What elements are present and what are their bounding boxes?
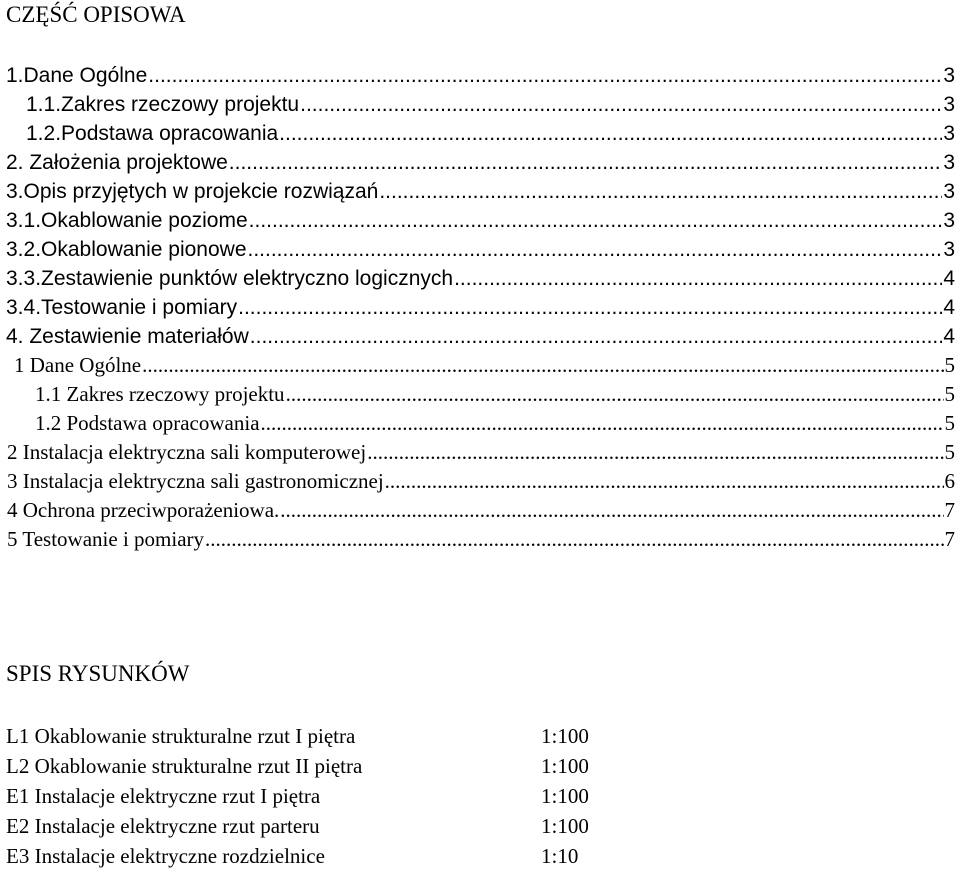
toc-entry-line xyxy=(6,264,955,293)
toc-entry-page: 5 xyxy=(944,440,955,464)
toc-entry[interactable] xyxy=(0,525,960,554)
figure-title: E2 Instalacje elektryczne rzut parteru xyxy=(6,814,320,838)
toc-entry-line xyxy=(35,380,955,409)
toc-entry-page: 4 xyxy=(943,296,955,319)
figure-scale: 1:100 xyxy=(541,754,589,778)
toc-entry-title: 1.2.Podstawa opracowania xyxy=(26,122,279,145)
dot-leader xyxy=(379,177,942,206)
toc-entry-line xyxy=(7,525,955,554)
dot-leader xyxy=(248,235,943,264)
toc-entry-page: 3 xyxy=(943,209,955,232)
toc-entry[interactable] xyxy=(0,119,960,148)
figure-title: E3 Instalacje elektryczne rozdzielnice xyxy=(6,844,325,868)
toc-entry-line xyxy=(6,177,955,206)
toc-entry[interactable] xyxy=(0,351,960,380)
toc-entry-line xyxy=(7,438,955,467)
figure-entry xyxy=(6,721,626,751)
dot-leader xyxy=(279,119,942,148)
dot-leader xyxy=(249,206,943,235)
dot-leader xyxy=(205,525,943,554)
toc-entry-page: 5 xyxy=(944,411,955,435)
dot-leader xyxy=(367,438,943,467)
figures-heading: SPIS RYSUNKÓW xyxy=(6,661,190,686)
toc-entry-page: 3 xyxy=(943,122,955,145)
figure-title: E1 Instalacje elektryczne rzut I piętra xyxy=(6,784,321,808)
toc-entry[interactable] xyxy=(0,206,960,235)
toc-entry[interactable] xyxy=(0,293,960,322)
dot-leader xyxy=(250,322,943,351)
toc-entry-line xyxy=(26,90,955,119)
toc-entry-title: 4 Ochrona przeciwporażeniowa. xyxy=(7,498,280,522)
figure-scale: 1:100 xyxy=(541,814,589,838)
table-of-contents xyxy=(0,61,960,554)
toc-entry[interactable] xyxy=(0,322,960,351)
figures-list xyxy=(6,721,626,871)
dot-leader xyxy=(142,351,943,380)
figure-title: L1 Okablowanie strukturalne rzut I piętra xyxy=(6,724,356,748)
toc-entry-title: 1.2 Podstawa opracowania xyxy=(35,411,260,435)
toc-entry-title: 5 Testowanie i pomiary xyxy=(7,527,205,551)
toc-entry-title: 2. Założenia projektowe xyxy=(6,151,228,174)
toc-entry-page: 3 xyxy=(943,180,955,203)
toc-entry-line xyxy=(26,119,955,148)
figure-entry xyxy=(6,781,626,811)
toc-entry-line xyxy=(14,351,955,380)
toc-entry-line xyxy=(7,467,955,496)
toc-entry[interactable] xyxy=(0,61,960,90)
toc-entry[interactable] xyxy=(0,496,960,525)
toc-heading: CZĘŚĆ OPISOWA xyxy=(6,2,186,27)
toc-entry-title: 2 Instalacja elektryczna sali komputerowej xyxy=(7,440,367,464)
toc-entry-page: 4 xyxy=(943,325,955,348)
toc-entry-title: 3.4.Testowanie i pomiary xyxy=(6,296,238,319)
toc-entry[interactable] xyxy=(0,90,960,119)
toc-entry-page: 3 xyxy=(943,238,955,261)
toc-entry-title: 3.Opis przyjętych w projekcie rozwiązań xyxy=(6,180,379,203)
toc-entry-page: 7 xyxy=(944,527,955,551)
toc-entry-page: 6 xyxy=(944,469,955,493)
dot-leader xyxy=(280,496,943,525)
toc-entry[interactable] xyxy=(0,177,960,206)
toc-entry-title: 1.Dane Ogólne xyxy=(6,64,148,87)
toc-entry-title: 1.1.Zakres rzeczowy projektu xyxy=(26,93,300,116)
toc-entry[interactable] xyxy=(0,409,960,438)
toc-entry-title: 3.2.Okablowanie pionowe xyxy=(6,238,247,261)
figure-entry xyxy=(6,841,626,871)
figure-scale: 1:100 xyxy=(541,724,589,748)
toc-entry-line xyxy=(7,496,955,525)
toc-entry-page: 7 xyxy=(944,498,955,522)
toc-entry-line xyxy=(6,61,955,90)
dot-leader xyxy=(229,148,943,177)
figure-title: L2 Okablowanie strukturalne rzut II piętra xyxy=(6,754,363,778)
toc-entry-line xyxy=(6,206,955,235)
toc-entry-line xyxy=(6,322,955,351)
toc-entry-line xyxy=(6,148,955,177)
toc-entry-title: 3.1.Okablowanie poziome xyxy=(6,209,248,232)
toc-entry[interactable] xyxy=(0,235,960,264)
toc-entry-title: 4. Zestawienie materiałów xyxy=(6,325,249,348)
dot-leader xyxy=(300,90,942,119)
dot-leader xyxy=(454,264,942,293)
toc-entry-title: 3 Instalacja elektryczna sali gastronomicznej xyxy=(7,469,384,493)
toc-entry[interactable] xyxy=(0,380,960,409)
toc-entry-page: 3 xyxy=(943,151,955,174)
dot-leader xyxy=(238,293,942,322)
toc-entry-line xyxy=(6,235,955,264)
figure-entry xyxy=(6,751,626,781)
figure-scale: 1:10 xyxy=(541,844,579,868)
toc-entry-line xyxy=(35,409,955,438)
toc-entry[interactable] xyxy=(0,264,960,293)
dot-leader xyxy=(286,380,944,409)
toc-entry-page: 5 xyxy=(944,353,955,377)
toc-entry[interactable] xyxy=(0,467,960,496)
toc-entry-title: 3.3.Zestawienie punktów elektryczno logicznych xyxy=(6,267,454,290)
toc-entry-page: 5 xyxy=(944,382,955,406)
toc-entry[interactable] xyxy=(0,438,960,467)
toc-entry-page: 4 xyxy=(943,267,955,290)
dot-leader xyxy=(261,409,944,438)
dot-leader xyxy=(385,467,944,496)
toc-entry-page: 3 xyxy=(943,93,955,116)
dot-leader xyxy=(148,61,942,90)
toc-entry-line xyxy=(6,293,955,322)
figure-scale: 1:100 xyxy=(541,784,589,808)
toc-entry-page: 3 xyxy=(943,64,955,87)
toc-entry[interactable] xyxy=(0,148,960,177)
toc-entry-title: 1 Dane Ogólne xyxy=(14,353,142,377)
figure-entry xyxy=(6,811,626,841)
toc-entry-title: 1.1 Zakres rzeczowy projektu xyxy=(35,382,285,406)
